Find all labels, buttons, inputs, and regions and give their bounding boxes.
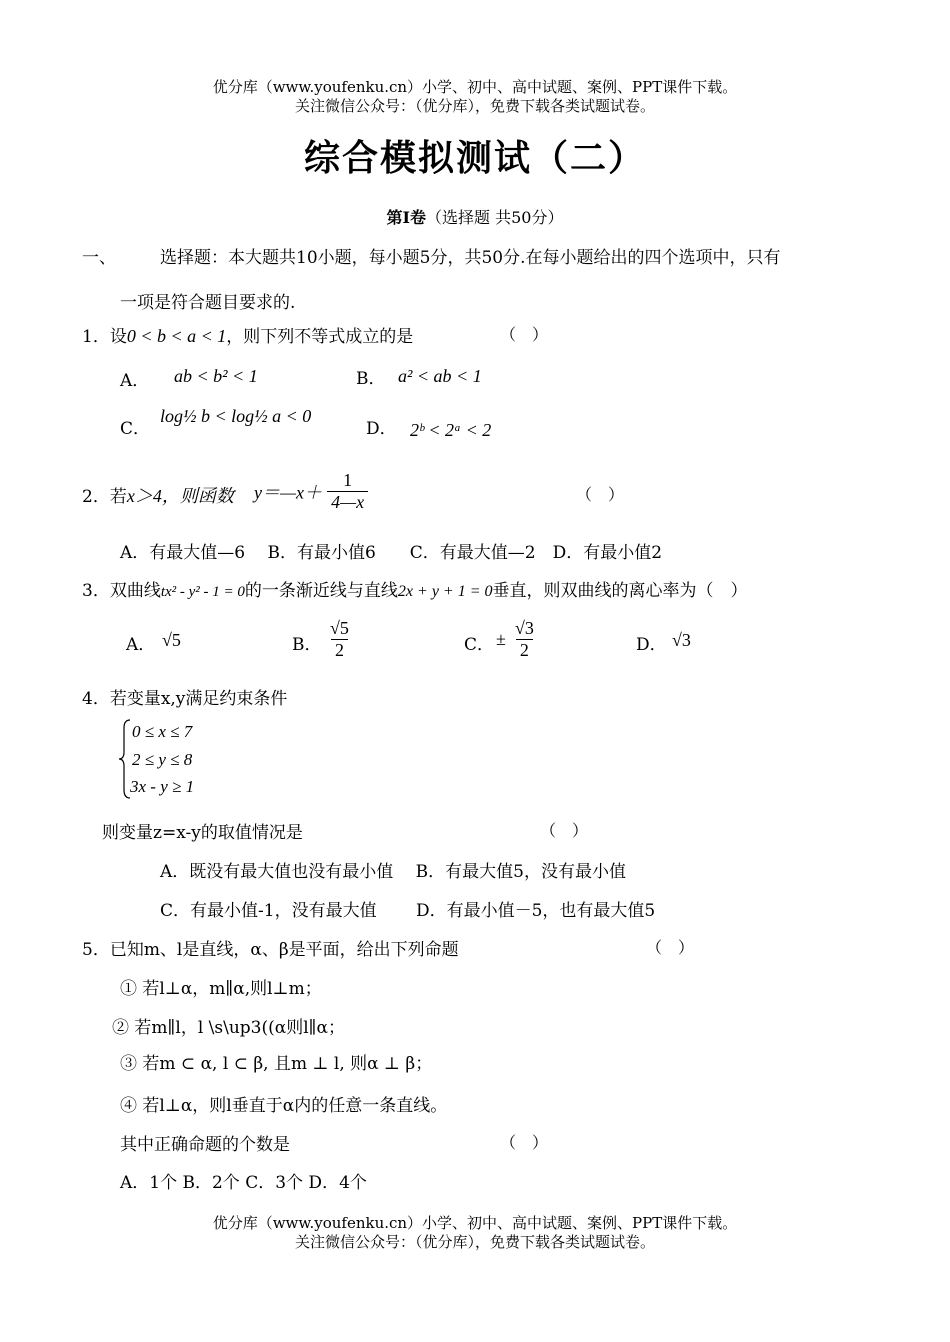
q2-function-lhs: y＝—x＋ <box>254 482 322 503</box>
q5-proposition-1: ① 若l⊥α，m∥α,则l⊥m； <box>120 979 322 999</box>
q1-option-c-expr: log½ b < log½ a < 0 <box>160 406 312 426</box>
q3-option-c-denominator: 2 <box>516 639 533 661</box>
q1-number: 1．设 <box>82 327 127 347</box>
q2-options: A．有最大值—6 B．有最小值6 C．有最大值—2 D．有最小值2 <box>120 543 663 563</box>
q3-option-b-label: B． <box>292 635 322 655</box>
q1-option-a-label: A． <box>120 371 150 391</box>
q5-proposition-4: ④ 若l⊥α，则l垂直于α内的任意一条直线。 <box>120 1096 448 1116</box>
q3-option-a-value: √5 <box>162 630 181 650</box>
q3-option-c-numerator: √3 <box>514 618 534 638</box>
instructions-line-1: 选择题：本大题共10小题，每小题5分，共50分.在每小题给出的四个选项中，只有 <box>160 248 781 268</box>
q3-option-c-label: C． <box>464 635 495 655</box>
q2-fraction-numerator: 1 <box>343 470 353 490</box>
q3-option-d-label: D． <box>636 635 667 655</box>
q1-option-d-expr: 2ᵇ < 2ᵃ < 2 <box>410 420 492 440</box>
q3-stem <box>82 576 748 601</box>
q2-fraction-denominator: 4—x <box>327 491 368 513</box>
q2-condition: x＞4，则函数 <box>126 486 234 506</box>
q1-option-b-label: B． <box>356 369 386 389</box>
q4-options-ab: A．既没有最大值也没有最小值 B．有最大值5，没有最小值 <box>160 862 626 882</box>
q2-stem <box>82 482 234 508</box>
q4-constraint-1: 0 ≤ x ≤ 7 <box>132 722 193 741</box>
q2-fraction <box>327 470 368 513</box>
q3-option-c-plusminus: ± <box>496 629 506 649</box>
q4-options-cd: C．有最小值-1，没有最大值 D．有最小值－5，也有最大值5 <box>160 901 656 921</box>
q5-proposition-2: ② 若m∥l，l \s\up3((α则l∥α； <box>112 1018 345 1038</box>
q1-answer-paren: （ ） <box>500 325 549 344</box>
q3-option-b-denominator: 2 <box>331 639 348 661</box>
q3-text-3: 垂直，则双曲线的离心率为（ ） <box>492 581 748 601</box>
q3-option-d-value: √3 <box>672 630 691 650</box>
q2-number: 2．若 <box>82 487 127 507</box>
header-line-1: 优分库（www.youfenku.cn）小学、初中、高中试题、案例、PPT课件下载。 <box>212 78 738 96</box>
q3-text-2: 的一条渐近线与直线 <box>244 581 398 601</box>
q4-constraint-2: 2 ≤ y ≤ 8 <box>132 750 193 769</box>
instructions-line-2: 一项是符合题目要求的. <box>120 293 296 313</box>
q1-stem <box>82 322 413 347</box>
footer-line-1: 优分库（www.youfenku.cn）小学、初中、高中试题、案例、PPT课件下载。 <box>212 1214 738 1232</box>
section-label: 第Ⅰ卷 <box>386 208 427 227</box>
section-note: （选择题 共50分） <box>426 208 564 227</box>
q1-option-d-label: D． <box>366 419 397 439</box>
section-heading <box>0 205 950 228</box>
q5-count-question: 其中正确命题的个数是 <box>120 1135 290 1155</box>
q3-option-b-fraction <box>326 618 353 661</box>
q5-proposition-3: ③ 若m ⊂ α, l ⊂ β, 且m ⊥ l, 则α ⊥ β； <box>120 1054 433 1074</box>
q1-option-b-expr: a² < ab < 1 <box>398 366 482 386</box>
header-line-2: 关注微信公众号：（优分库），免费下载各类试题试卷。 <box>294 97 655 115</box>
q2-function <box>254 470 368 513</box>
q3-option-b-numerator: √5 <box>330 618 349 638</box>
q5-stem: 5．已知m、l是直线，α、β是平面，给出下列命题 <box>82 940 459 960</box>
q3-line: 2x + y + 1 = 0 <box>397 583 493 600</box>
q1-text: ，则下列不等式成立的是 <box>226 327 414 347</box>
q3-curve: tx² - y² - 1 = 0 <box>160 584 245 600</box>
q5-options: A．1个 B．2个 C．3个 D．4个 <box>120 1173 367 1193</box>
page-title: 综合模拟测试（二） <box>303 137 646 179</box>
q3-option-c-fraction <box>496 618 538 661</box>
q1-option-c-label: C． <box>120 419 151 439</box>
q3-text-1: 3．双曲线 <box>82 581 161 601</box>
q4-answer-paren: （ ） <box>540 821 589 840</box>
q4-stem: 4．若变量x,y满足约束条件 <box>82 689 288 709</box>
instructions-number: 一、 <box>82 248 116 268</box>
q1-condition: 0 < b < a < 1 <box>126 326 227 346</box>
q2-answer-paren: （ ） <box>576 485 625 504</box>
q4-question: 则变量z=x-y的取值情况是 <box>102 823 303 843</box>
q3-option-a-label: A． <box>126 635 156 655</box>
q5-count-paren: （ ） <box>500 1133 549 1152</box>
q5-answer-paren: （ ） <box>646 938 695 957</box>
q1-option-a-expr: ab < b² < 1 <box>174 366 258 386</box>
q4-constraint-3: 3x - y ≥ 1 <box>130 777 195 796</box>
footer-line-2: 关注微信公众号：（优分库），免费下载各类试题试卷。 <box>294 1233 655 1251</box>
